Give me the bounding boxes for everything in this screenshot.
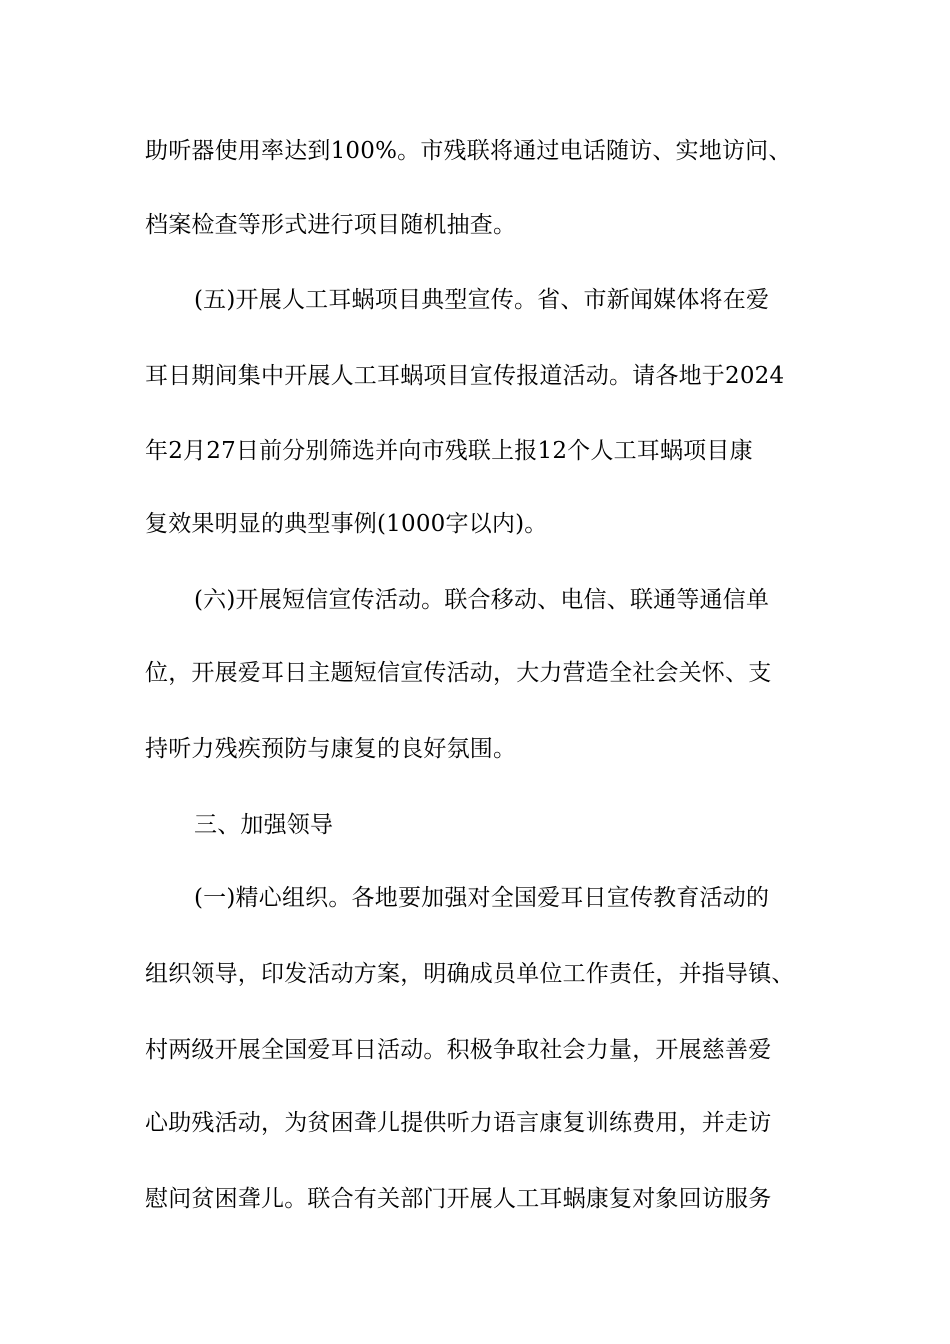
paragraph-line-2: 档案检查等形式进行项目随机抽查。: [145, 212, 517, 238]
paragraph-line-13: 村两级开展全国爱耳日活动。积极争取社会力量，开展慈善爱: [145, 1037, 772, 1063]
paragraph-line-1: 助听器使用率达到100%。市残联将通过电话随访、实地访问、: [145, 138, 792, 164]
section-3-heading: 三、加强领导: [194, 812, 334, 838]
paragraph-line-15: 慰问贫困聋儿。联合有关部门开展人工耳蜗康复对象回访服务: [145, 1186, 772, 1212]
section-6-heading-line: (六)开展短信宣传活动。联合移动、电信、联通等通信单: [194, 587, 770, 613]
paragraph-line-6: 复效果明显的典型事例(1000字以内)。: [145, 511, 548, 537]
paragraph-line-14: 心助残活动，为贫困聋儿提供听力语言康复训练费用，并走访: [145, 1110, 772, 1136]
paragraph-line-9: 持听力残疾预防与康复的良好氛围。: [145, 736, 517, 762]
paragraph-line-8: 位，开展爱耳日主题短信宣传活动，大力营造全社会关怀、支: [145, 660, 772, 686]
subsection-1-heading-line: (一)精心组织。各地要加强对全国爱耳日宣传教育活动的: [194, 885, 770, 911]
paragraph-line-5: 年2月27日前分别筛选并向市残联上报12个人工耳蜗项目康: [145, 438, 753, 464]
paragraph-line-12: 组织领导，印发活动方案，明确成员单位工作责任，并指导镇、: [145, 961, 795, 987]
section-5-heading-line: (五)开展人工耳蜗项目典型宣传。省、市新闻媒体将在爱: [194, 287, 770, 313]
paragraph-line-4: 耳日期间集中开展人工耳蜗项目宣传报道活动。请各地于2024: [145, 363, 785, 389]
